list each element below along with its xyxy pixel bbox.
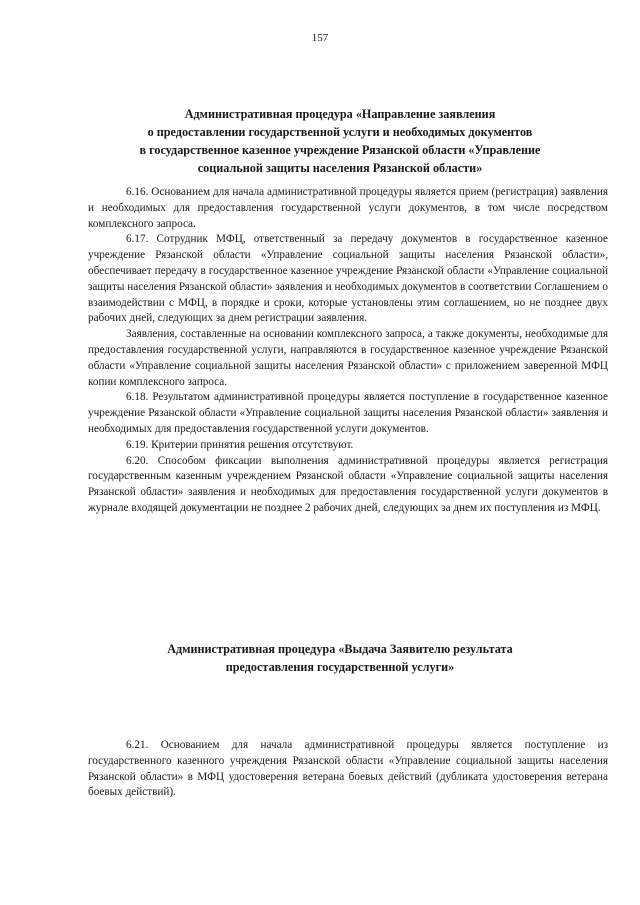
paragraph-6-20: 6.20. Способом фиксации выполнения административной процедуры является регистрация государственным казенным учреждением Рязанской области «Управление социальной защиты населения Рязанской области» заявления и необходимых для предоставления государственной услуги документов в журнале входящей документации не позднее 2 рабочих дней, следующих за днем их поступления из МФЦ. [88,454,608,514]
section-heading-issuance [80,640,600,676]
heading-line: в государственное казенное учреждение Рязанской области «Управление [139,143,541,157]
paragraph-complex-request: Заявления, составленные на основании комплексного запроса, а также документы, необходимые для предоставления государственной услуги, направляются в государственное казенное учреждение Рязанской области «Управление социальной защиты населения Рязанской области» с приложением заверенной МФЦ копии комплексного запроса. [88,328,608,388]
heading-line: социальной защиты населения Рязанской области» [197,161,483,175]
paragraph-6-18: 6.18. Результатом административной процедуры является поступление в государственное казенное учреждение Рязанской области «Управление социальной защиты населения Рязанской области» заявления и необходимых для предоставления государственной услуги документов. [88,391,608,435]
heading-line: предоставления государственной услуги» [225,660,455,674]
page-number: 157 [311,32,329,44]
paragraph-6-16: 6.16. Основанием для начала административной процедуры является прием (регистрация) заявления и необходимых для предоставления государственной услуги документов, в том числе посредством комплексного запроса. [88,186,608,230]
heading-line: Административная процедура «Выдача Заявителю результата [167,642,513,656]
paragraph-6-21: 6.21. Основанием для начала административной процедуры является поступление из государственного казенного учреждения Рязанской области «Управление социальной защиты населения Рязанской области» в МФЦ удостоверения ветерана боевых действий (дубликата удостоверения ветерана боевых действий). [88,739,608,799]
heading-line: о предоставлении государственной услуги и необходимых документов [147,125,533,139]
section-heading-submission [80,105,600,177]
heading-line: Административная процедура «Направление заявления [184,107,496,121]
section-body-issuance [88,738,608,801]
section-body-submission [88,185,608,517]
paragraph-6-17: 6.17. Сотрудник МФЦ, ответственный за передачу документов в государственное казенное учреждение Рязанской области «Управление социальной защиты населения Рязанской области», обеспечивает передачу в государственное казенное учреждение Рязанской области «Управление социальной защиты населения Рязанской области» заявления и необходимых документов в соответствии Соглашением о взаимодействии с МФЦ, в порядке и сроки, которые установлены этим соглашением, но не позднее двух рабочих дней, следующих за днем регистрации заявления. [88,233,608,325]
paragraph-6-19: 6.19. Критерии принятия решения отсутствуют. [126,438,354,451]
